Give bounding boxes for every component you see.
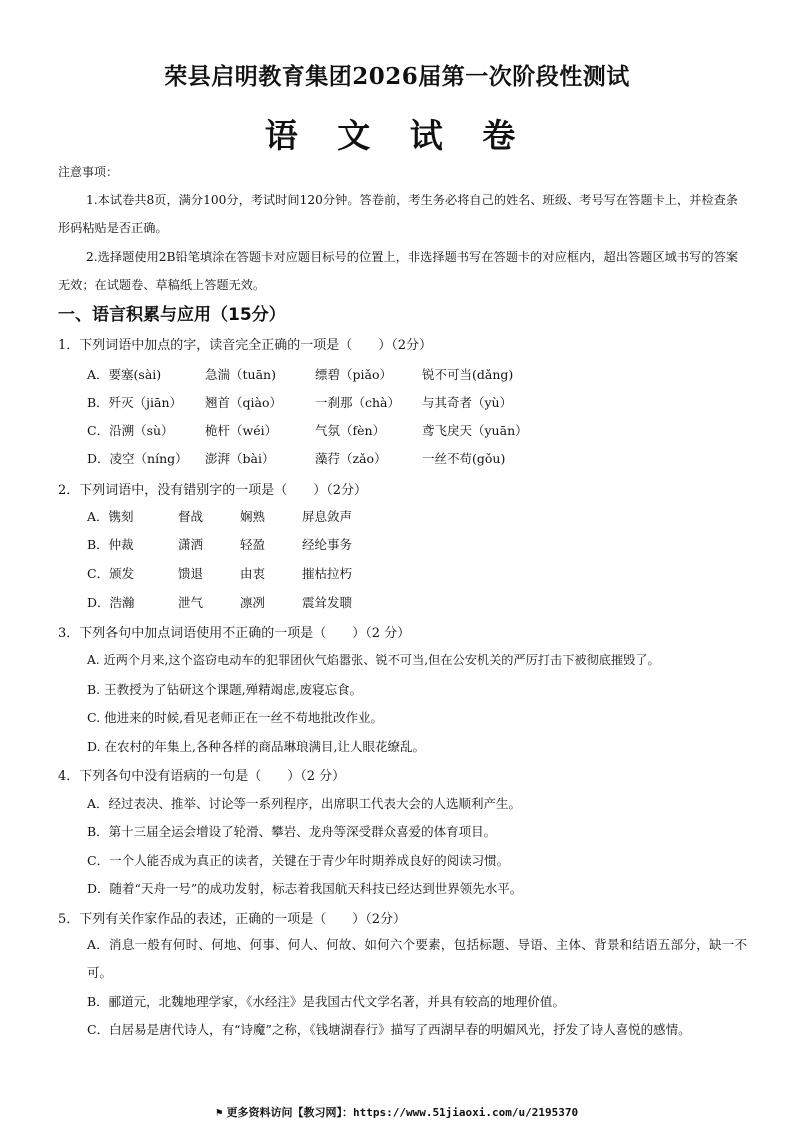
q1-c-3: 气氛（fèn） [315,423,386,438]
q1-d-4: 一丝不苟(gǒu) [422,451,506,466]
q4-option-a: A．经过表决、推举、讨论等一系列程序，出席职工代表大会的人选顺利产生。 [87,796,522,811]
q5-option-c: C．白居易是唐代诗人，有“诗魔”之称，《钱塘湖春行》描写了西湖早春的明媚风光，抒发了诗人喜悦的感情。 [87,1022,691,1037]
exam-title: 荣县启明教育集团2026届第一次阶段性测试 [164,63,630,90]
q1-c-4: 鸢飞戾天（yuān） [422,423,528,438]
q2-b-1: B．仲裁 [87,537,134,552]
q2-c-1: C．颁发 [87,566,135,581]
q1-d-1: D．凌空（níng） [87,451,188,466]
q1-a-4: 锐不可当(dǎng) [422,367,514,382]
q3-option-b: B. 王教授为了钻研这个课题,殚精竭虑,废寝忘食。 [87,682,363,697]
q1-a-2: 急湍（tuān) [205,367,276,382]
q2-a-3: 娴熟 [240,509,266,524]
q1-d-2: 澎湃（bài） [205,451,275,466]
q2-a-2: 督战 [178,509,204,524]
question-1-stem: 1．下列词语中加点的字，读音完全正确的一项是（ ）（2分） [58,338,433,353]
note-item-2: 2.选择题使用2B铅笔填涂在答题卡对应题目标号的位置上，非选择题书写在答题卡的对应框内，超出答题区域书写的答案无效；在试题卷、草稿纸上答题无效。 [58,250,738,292]
question-3-stem: 3．下列各句中加点词语使用不正确的一项是（ ）（2 分） [58,626,411,641]
q1-b-3: 一刹那（chà） [315,395,401,410]
q1-b-1: B．歼灭（jiān） [87,395,183,410]
q2-d-4: 震耸发聩 [302,595,353,610]
q2-d-2: 泄气 [178,595,204,610]
q1-a-3: 缥碧（piǎo） [315,367,392,382]
q2-d-3: 凛冽 [240,595,266,610]
q2-a-4: 屏息敛声 [302,509,353,524]
q1-b-4: 与其奇者（yù） [422,395,513,410]
footer-text[interactable]: 更多资料访问【教习网】：https://www.51jiaoxi.com/u/2195370 [226,1106,579,1119]
q3-option-d: D. 在农村的年集上,各种各样的商品琳琅满目,让人眼花缭乱。 [87,739,425,754]
q2-c-3: 由衷 [240,566,266,581]
q5-option-b: B．郦道元，北魏地理学家，《水经注》是我国古代文学名著，并具有较高的地理价值。 [87,994,565,1009]
q2-b-2: 潇洒 [178,537,204,552]
q1-c-1: C．沿溯（sù） [87,423,174,438]
q1-d-3: 藻荇（zǎo） [315,451,387,466]
question-2-stem: 2．下列词语中，没有错别字的一项是（ ）（2分） [58,483,368,498]
q4-option-b: B．第十三届全运会增设了轮滑、攀岩、龙舟等深受群众喜爱的体育项目。 [87,824,497,839]
q3-option-c: C. 他进来的时候,看见老师正在一丝不苟地批改作业。 [87,710,384,725]
q2-a-1: A．镌刻 [87,509,134,524]
question-4-stem: 4．下列各句中没有语病的一句是（ ）（2 分） [58,769,346,784]
section-heading: 一、语言积累与应用（15分） [58,305,286,325]
q2-b-4: 经纶事务 [302,537,353,552]
notes-title: 注意事项： [58,165,119,179]
flag-icon: ⚑ [215,1106,223,1119]
question-5-stem: 5．下列有关作家作品的表述，正确的一项是（ ）（2分） [58,912,407,927]
q1-c-2: 桅杆（wéi） [205,423,278,438]
q2-c-2: 馈退 [178,566,204,581]
q1-b-2: 翘首（qiào） [205,395,282,410]
q2-c-4: 摧枯拉朽 [302,566,353,581]
note-item-1: 1.本试卷共8页，满分100分，考试时间120分钟。答卷前，考生务必将自己的姓名、班级、考号写在答题卡上，并检查条形码粘贴是否正确。 [58,193,738,235]
q2-d-1: D．浩瀚 [87,595,135,610]
q2-b-3: 轻盈 [240,537,266,552]
footer-link[interactable] [0,1104,794,1120]
q3-option-a: A. 近两个月来,这个盗窃电动车的犯罪团伙气焰嚣张、锐不可当,但在公安机关的严厉打击下被彻底摧毁了。 [87,653,660,667]
q5-option-a: A．消息一般有何时、何地、何事、何人、何故、如何六个要素，包括标题、导语、主体、背景和结语五部分，缺一不可。 [87,937,747,980]
q1-a-1: A．要塞(sài) [87,367,162,382]
q4-option-c: C．一个人能否成为真正的读者，关键在于青少年时期养成良好的阅读习惯。 [87,853,510,868]
q4-option-d: D．随着“天舟一号”的成功发射，标志着我国航天科技已经达到世界领先水平。 [87,881,523,896]
exam-subtitle: 语 文 试 卷 [264,116,530,155]
